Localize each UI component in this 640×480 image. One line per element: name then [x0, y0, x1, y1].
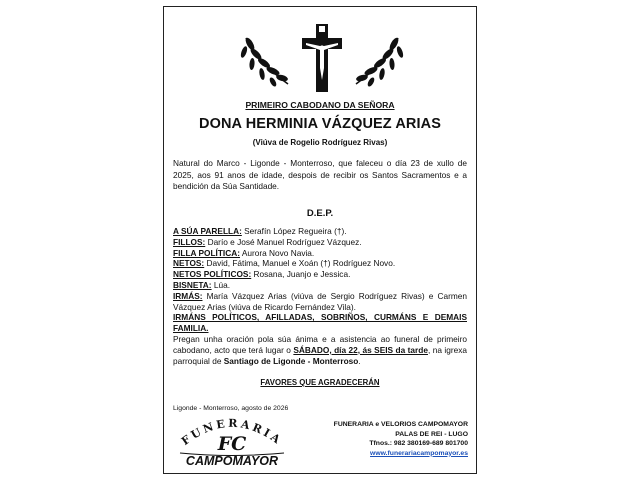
deceased-name: DONA HERMINIA VÁZQUEZ ARIAS — [199, 116, 441, 132]
family-label: IRMÁNS POLÍTICOS, AFILLADAS, SOBRIÑOS, CURMÁNS E DEMAIS FAMILIA. — [173, 312, 467, 334]
family-label: BISNETA: — [173, 279, 212, 290]
funeraria-logo — [172, 412, 292, 468]
family-label: FILLOS: — [173, 236, 206, 247]
place-date: Ligonde - Monterroso, agosto de 2026 — [173, 405, 289, 412]
family-text: Lúa. — [211, 279, 231, 290]
family-list — [173, 226, 467, 366]
funeraria-info — [334, 420, 468, 458]
anniversary-title: PRIMEIRO CABODANO DA SEÑORA — [245, 100, 395, 110]
family-label: NETOS: — [173, 258, 205, 269]
family-text: Rosana, Juanjo e Jessica. — [251, 269, 351, 280]
funeraria-phones: Tfnos.: 982 380169-689 801700 — [369, 440, 468, 448]
left-laurel-icon — [240, 36, 289, 87]
church-name: Santiago de Ligonde - Monterroso — [223, 355, 359, 366]
family-text: David, Fátima, Manuel e Xoán (†) Rodríguez Novo. — [204, 258, 396, 269]
family-text: Darío e José Manuel Rodríguez Vázquez. — [205, 236, 362, 247]
family-row-partner — [173, 226, 467, 237]
family-row-daughter-in-law — [173, 248, 467, 259]
family-row-great-granddaughter — [173, 280, 467, 291]
widow-of: (Viúva de Rogelio Rodríguez Rivas) — [252, 138, 388, 147]
logo-name: CAMPOMAYOR — [185, 454, 279, 468]
dep-text: D.E.P. — [306, 208, 334, 219]
funeraria-address: PALAS DE REI - LUGO — [395, 430, 468, 438]
crucifix-icon — [302, 24, 342, 92]
family-label: NETOS POLÍTICOS: — [173, 269, 252, 280]
closing-paragraph — [173, 334, 467, 366]
family-row-others — [173, 312, 467, 334]
family-label: IRMÁS: — [173, 290, 203, 301]
family-text: María Vázquez Arias (viúva de Sergio Rodríguez Rivas) e Carmen Vázquez Arias (viúva de Ricardo Fernández Vila). — [173, 290, 467, 312]
family-row-sisters — [173, 291, 467, 313]
family-label: A SÚA PARELLA: — [173, 226, 242, 236]
intro-paragraph: Natural do Marco - Ligonde - Monterroso, que faleceu o día 23 de xullo de 2025, aos 91 anos de idade, despois de recibir os Santos Sacramentos e a bendición da Súa Santidade. — [173, 158, 467, 192]
family-label: FILLA POLÍTICA: — [173, 247, 240, 258]
favores-text: FAVORES QUE AGRADECERÁN — [260, 378, 380, 387]
service-date: SÁBADO, día 22, ás SEIS da tarde — [293, 344, 428, 355]
funeraria-name: FUNERARIA e VELORIOS CAMPOMAYOR — [333, 421, 468, 428]
closing-text: , na igrexa parroquial de — [173, 344, 468, 366]
right-laurel-icon — [355, 36, 404, 87]
family-row-grandchildren-in-law — [173, 269, 467, 280]
family-text: Aurora Novo Navia. — [239, 247, 315, 258]
family-row-grandchildren — [173, 258, 467, 269]
cross-with-laurels-icon — [240, 24, 404, 94]
logo-monogram: FC — [217, 433, 247, 455]
closing-text: . — [358, 355, 361, 366]
logo-arc-text: FUNERARIA — [179, 416, 285, 448]
family-row-children — [173, 237, 467, 248]
closing-text: Pregan unha oración pola súa ánima e a asistencia ao funeral de primeiro cabodano, acto que terá lugar o — [173, 333, 467, 355]
family-text: Serafín López Regueira (†). — [241, 226, 347, 236]
funeraria-website-link[interactable]: www.funerariacampomayor.es — [370, 449, 468, 457]
